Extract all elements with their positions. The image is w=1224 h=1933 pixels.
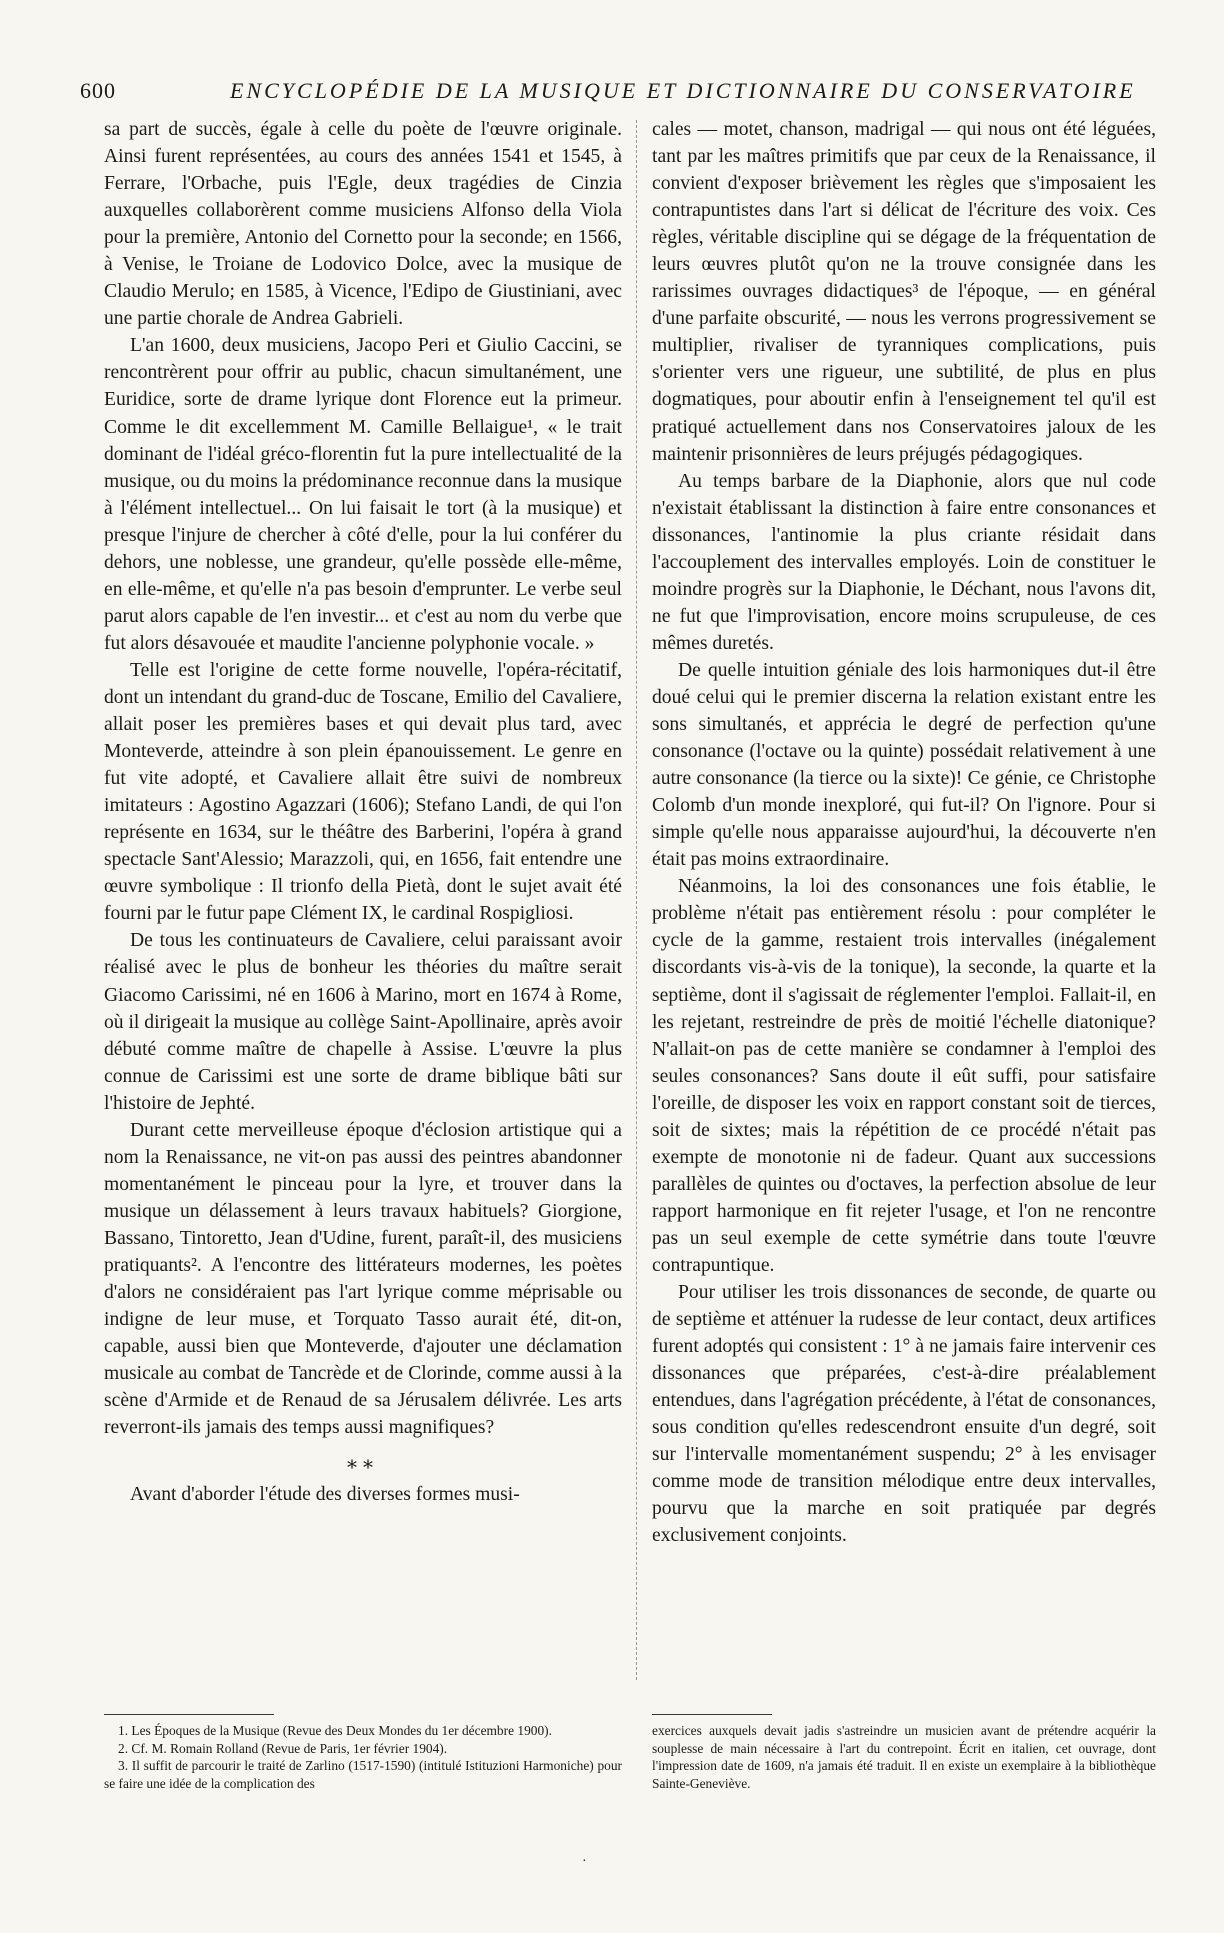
paragraph: Néanmoins, la loi des consonances une fois établie, le problème n'était pas entièrement résolu : pour compléter le cycle de la gamme, restaient trois intervalles (inégalement discordants vis-à-vis de la tonique), la seconde, la quarte et la septième, dont il s'agissait de réglementer l'emploi. Fallait-il, en les rejetant, restreindre de près de moitié l'échelle diatonique? N'allait-on pas de cette manière se condamner à l'emploi des seules consonances? Sans doute il eût suffi, pour satisfaire l'oreille, de disposer les voix en rapport constant soit de tierces, soit de sixtes; mais la répétition de ce procédé n'était pas exempte de monotonie ni de fadeur. Quant aux successions parallèles de quintes ou d'octaves, la perfection absolue de leur rapport harmonique en fit rejeter l'usage, et l'on ne rencontre pas un seul exemple de cette symétrie dans toute l'œuvre contrapuntique. <box>652 876 1156 1276</box>
paragraph: Au temps barbare de la Diaphonie, alors que nul code n'existait établissant la distinction à faire entre consonances et dissonances, l'antinomie la plus criante résidait dans l'accouplement des intervalles employés. Loin de constituer le moindre progrès sur la Diaphonie, le Déchant, nous l'avons dit, ne fut que l'improvisation, encore moins scrupuleuse, de ces mêmes duretés. <box>652 470 1156 654</box>
running-title: ENCYCLOPÉDIE DE LA MUSIQUE ET DICTIONNAIRE DU CONSERVATOIRE <box>230 78 1136 103</box>
footnote: 2. Cf. M. Romain Rolland (Revue de Paris, 1er février 1904). <box>118 1740 448 1756</box>
paragraph: De tous les continuateurs de Cavaliere, celui paraissant avoir réalisé avec le plus de bonheur les théories du maître serait Giacomo Carissimi, né en 1606 à Marino, mort en 1674 à Rome, où il dirigeait la musique au collège Saint-Apollinaire, après avoir débuté comme maître de chapelle à Assise. L'œuvre la plus connue de Carissimi est une sorte de drame biblique bâti sur l'histoire de Jephté. <box>104 930 622 1114</box>
paragraph: Telle est l'origine de cette forme nouvelle, l'opéra-récitatif, dont un intendant du grand-duc de Toscane, Emilio del Cavaliere, allait poser les premières bases et qui devait plus tard, avec Monteverde, atteindre à son plein épanouissement. Le genre en fut vite adopté, et Cavaliere allait être suivi de nombreux imitateurs : Agostino Agazzari (1606); Stefano Landi, de qui l'on représente en 1634, sur le théâtre des Barberini, l'opéra à grand spectacle Sant'Alessio; Marazzoli, qui, en 1656, fait entendre une œuvre symbolique : Il trionfo della Pietà, dont le sujet avait été fourni par le futur pape Clément IX, le cardinal Rospigliosi. <box>104 659 622 925</box>
footnotes-right <box>652 1722 1156 1792</box>
footnote: 1. Les Époques de la Musique (Revue des Deux Mondes du 1er décembre 1900). <box>118 1723 552 1738</box>
paragraph: De quelle intuition géniale des lois harmoniques dut-il être doué celui qui le premier discerna la relation existant entre les sons simultanés, et apprécia le degré de perfection qu'une consonance (l'octave ou la quinte) possédait relativement à une autre consonance (la tierce ou la sixte)! Ce génie, ce Christophe Colomb d'un monde inexploré, qui fut-il? On l'ignore. Pour si simple qu'elle nous apparaisse aujourd'hui, la découverte n'en était pas moins extraordinaire. <box>652 659 1156 871</box>
footnote-rule <box>104 1714 274 1715</box>
paragraph: sa part de succès, égale à celle du poète de l'œuvre originale. Ainsi furent représentées, au cours des années 1541 et 1545, à Ferrare, l'Orbache, puis l'Egle, deux tragédies de Cinzia auxquelles collaborèrent comme musiciens Alfonso della Viola pour la première, Antonio del Cornetto pour la seconde; en 1566, à Venise, le Troiane de Lodovico Dolce, avec la musique de Claudio Merulo; en 1585, à Vicence, l'Edipo de Giustiniani, avec une partie chorale de Andrea Gabrieli. <box>104 119 622 330</box>
column-divider <box>636 120 638 1680</box>
left-column <box>104 116 622 1508</box>
paragraph: Durant cette merveilleuse époque d'éclosion artistique qui a nom la Renaissance, ne vit-on pas aussi des peintres abandonner momentanément le pinceau pour la lyre, et trouver dans la musique un délassement à leurs travaux habituels? Giorgione, Bassano, Tintoretto, Jean d'Udine, furent, paraît-il, des musiciens pratiquants². A l'encontre des littérateurs modernes, les poètes d'alors ne considéraient pas l'art lyrique comme méprisable ou indigne de leur muse, et Torquato Tasso aurait été, dit-on, capable, aussi bien que Monteverde, d'ajouter une déclamation musicale au combat de Tancrède et de Clorinde, comme aussi à la scène d'Armide et de Renaud de sa Jérusalem délivrée. Les arts reverront-ils jamais des temps aussi magnifiques? <box>104 1119 622 1439</box>
printer-mark: · <box>582 1854 587 1869</box>
page-header <box>80 78 1144 106</box>
footnotes-left <box>104 1722 622 1792</box>
footnote: 3. Il suffit de parcourir le traité de Zarlino (1517-1590) (intitulé Istituzioni Harmoniche) pour se faire une idée de la complication des <box>104 1758 622 1791</box>
paragraph: L'an 1600, deux musiciens, Jacopo Peri et Giulio Caccini, se rencontrèrent pour offrir au public, chacun simultanément, une Euridice, sorte de drame lyrique dont Florence eut la primeur. Comme le dit excellemment M. Camille Bellaigue¹, « le trait dominant de l'idéal gréco-florentin fut la pure intellectualité de la musique, ou du moins la prédominance reconnue dans la musique à l'élément intellectuel... On lui faisait le tort (à la musique) et presque l'injure de chercher à côté d'elle, pour la lui conférer du dehors, une noblesse, une grandeur, qu'elle possède elle-même, en elle-même, et qu'elle n'a pas besoin d'emprunter. Le verbe seul parut alors capable de l'en investir... et c'est au nom du verbe que fut alors désavouée et maudite l'ancienne polyphonie vocale. » <box>104 335 622 654</box>
section-separator: ⁎⁎ <box>347 1451 379 1474</box>
footnote-rule <box>652 1714 772 1715</box>
paragraph: Avant d'aborder l'étude des diverses formes musi- <box>130 1484 520 1506</box>
paragraph: cales — motet, chanson, madrigal — qui nous ont été léguées, tant par les maîtres primitifs que par ceux de la Renaissance, il convient d'exposer brièvement les règles que s'imposaient les contrapuntistes dans l'art si délicat de l'écriture des voix. Ces règles, véritable discipline qui se dégage de la fréquentation de leurs œuvres plutôt qu'on ne la trouve consignée dans les rarissimes ouvrages didactiques³ de l'époque, — en général d'une parfaite obscurité, — nous les verrons progressivement se multiplier, rivaliser de tyranniques complications, puis s'orienter vers une rigueur, une subtilité, de plus en plus dogmatiques, pour aboutir enfin à l'enseignement tel qu'il est pratiqué actuellement dans nos Conservatoires jaloux de les maintenir prisonnières de leurs préjugés pédagogiques. <box>652 119 1156 465</box>
footnote: exercices auxquels devait jadis s'astreindre un musicien avant de prétendre acquérir la souplesse de main nécessaire à l'art du contrepoint. Écrit en italien, cet ouvrage, dont l'impression date de 1609, n'a jamais été traduit. Il en existe un exemplaire à la bibliothèque Sainte-Geneviève. <box>652 1723 1156 1791</box>
right-column <box>652 116 1156 1549</box>
page-number: 600 <box>80 78 116 103</box>
paragraph: Pour utiliser les trois dissonances de seconde, de quarte ou de septième et atténuer la rudesse de leur contact, deux artifices furent adoptés qui consistent : 1° à ne jamais faire intervenir ces dissonances que préparées, c'est-à-dire préalablement entendues, dans l'agrégation précédente, à l'état de consonances, sous condition qu'elles redescendront ensuite d'un degré, soit sur l'intervalle momentanément suspendu; 2° à les envisager comme mode de transition mélodique entre deux intervalles, pourvu que la marche en soit pratiquée par degrés exclusivement conjoints. <box>652 1282 1156 1547</box>
